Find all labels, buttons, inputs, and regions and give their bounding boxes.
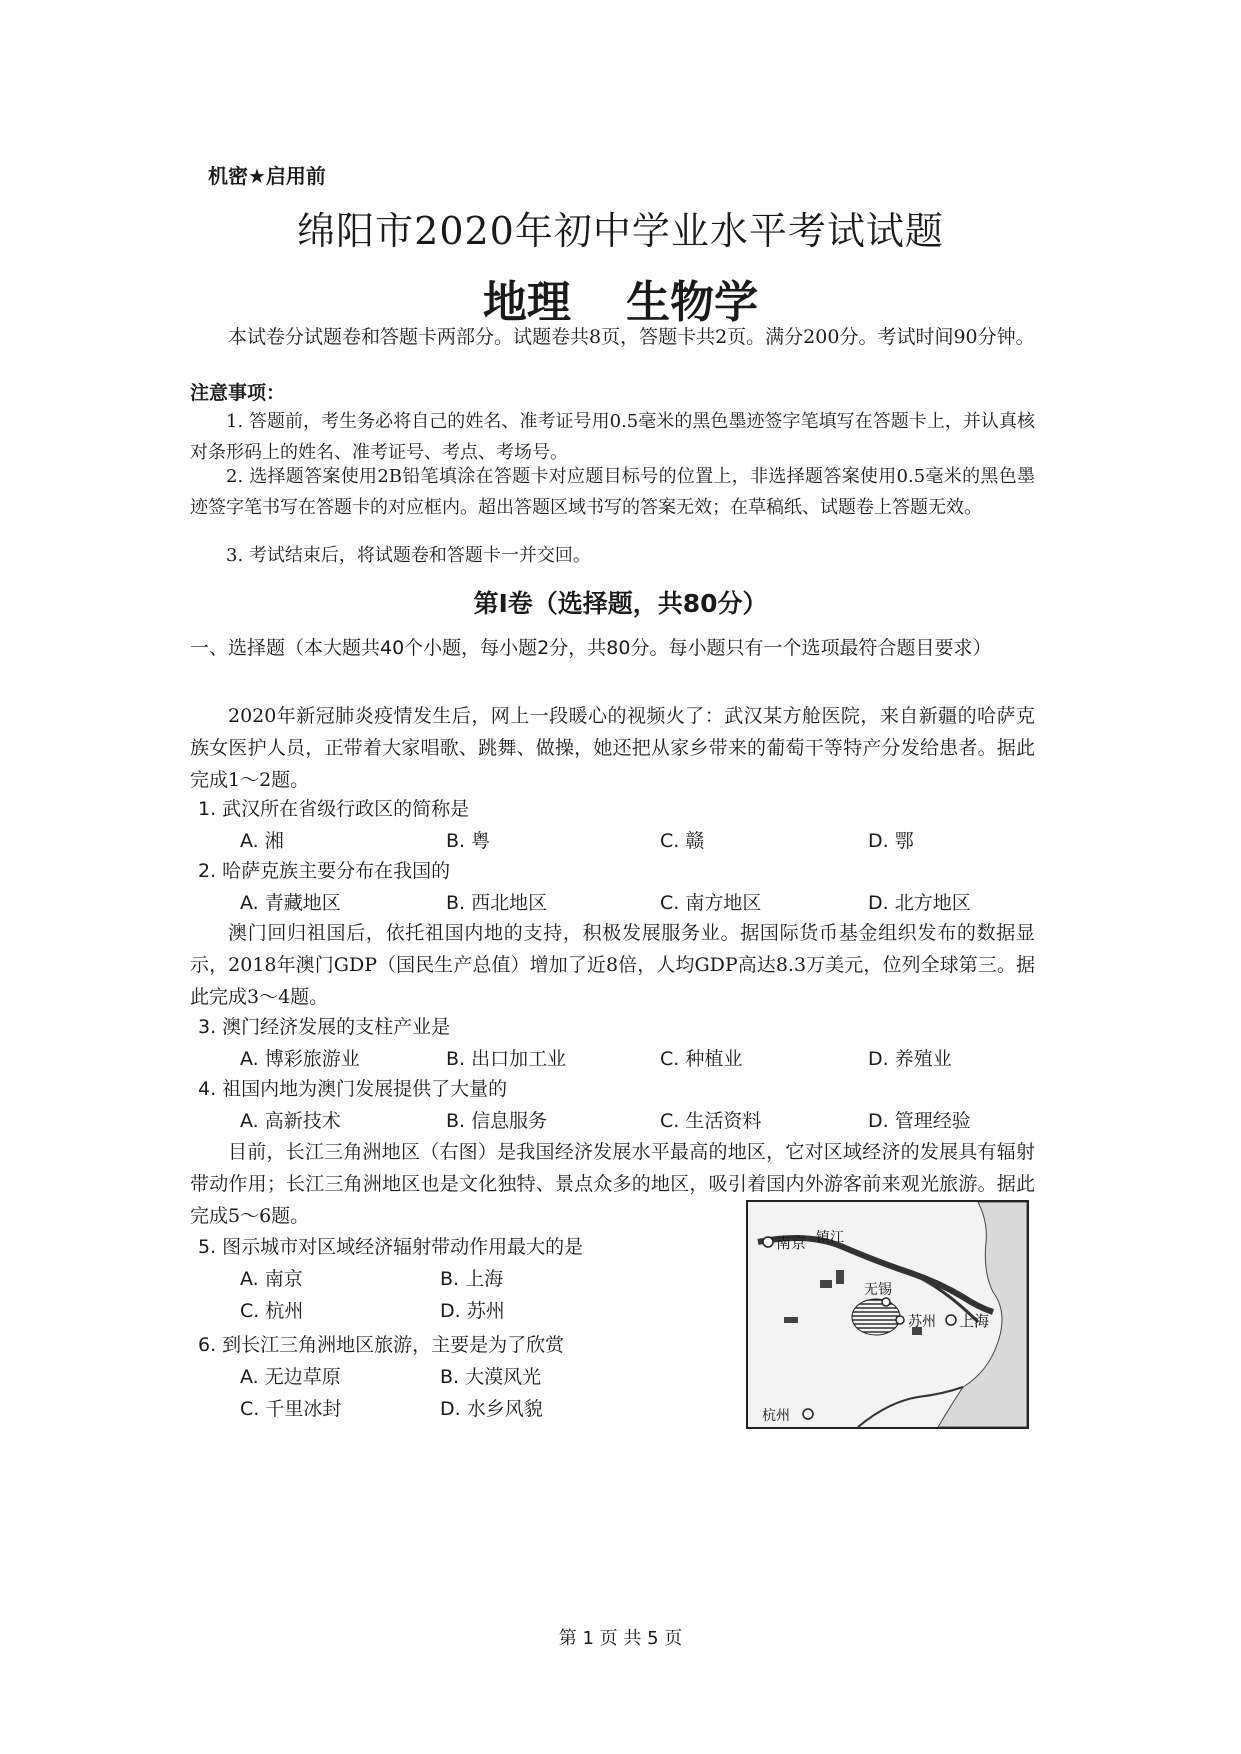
map-label-wuxi: 无锡 [864, 1282, 892, 1298]
notice-item: 2. 选择题答案使用2B铅笔填涂在答题卡对应题目标号的位置上，非选择题答案使用0.5毫米的黑色墨迹签字笔书写在答题卡的对应框内。超出答题区域书写的答案无效；在草稿纸、试题卷上答题无效。 [190, 466, 1035, 518]
option-c: C. 种植业 [660, 1048, 743, 1070]
lake-mark [820, 1280, 832, 1288]
passage-2: 澳门回归祖国后，依托祖国内地的支持，积极发展服务业。据国际货币基金组织发布的数据显示，2018年澳门GDP（国民生产总值）增加了近8倍，人均GDP高达8.3万美元，位列全球第三。据此完成3～4题。 [190, 922, 1035, 1008]
lake-mark [784, 1317, 798, 1323]
map-label-nanjing: 南京 [776, 1234, 807, 1252]
passage-1: 2020年新冠肺炎疫情发生后，网上一段暖心的视频火了：武汉某方舱医院，来自新疆的哈萨克族女医护人员，正带着大家唱歌、跳舞、做操，她还把从家乡带来的葡萄干等特产分发给患者。据此完成1～2题。 [190, 705, 1035, 791]
option-c: C. 生活资料 [660, 1110, 762, 1132]
exam-title: 绵阳市2020年初中学业水平考试试题 [297, 209, 944, 253]
option-c: C. 杭州 [240, 1300, 304, 1322]
notice-item: 1. 答题前，考生务必将自己的姓名、准考证号用0.5毫米的黑色墨迹签字笔填写在答题卡上，并认真核对条形码上的姓名、准考证号、考点、考场号。 [190, 411, 1035, 463]
option-b: B. 大漠风光 [440, 1366, 542, 1388]
subject-geography: 地理 [482, 277, 571, 328]
option-d: D. 鄂 [868, 830, 914, 852]
confidential-label: 机密★启用前 [208, 164, 326, 188]
option-d: D. 养殖业 [868, 1048, 952, 1070]
option-c: C. 赣 [660, 830, 705, 852]
option-b: B. 西北地区 [446, 892, 548, 914]
option-b: B. 上海 [440, 1268, 504, 1290]
question-2: 2. 哈萨克族主要分布在我国的 [198, 860, 451, 882]
option-d: D. 水乡风貌 [440, 1398, 543, 1420]
city-marker-shanghai [946, 1315, 956, 1325]
option-c: C. 南方地区 [660, 892, 762, 914]
taihu-lake [852, 1299, 900, 1335]
option-a: A. 高新技术 [240, 1110, 341, 1132]
lake-mark [836, 1270, 844, 1284]
subject-biology: 生物学 [626, 277, 759, 328]
map-label-zhenjiang: 镇江 [816, 1230, 844, 1246]
city-marker-suzhou [896, 1316, 904, 1324]
question-1: 1. 武汉所在省级行政区的简称是 [198, 798, 470, 820]
option-a: A. 博彩旅游业 [240, 1048, 360, 1070]
option-d: D. 管理经验 [868, 1110, 971, 1132]
map-label-hangzhou: 杭州 [762, 1408, 790, 1424]
option-d: D. 北方地区 [868, 892, 971, 914]
section-title: 第Ⅰ卷（选择题，共80分） [473, 589, 768, 618]
option-b: B. 信息服务 [446, 1110, 548, 1132]
map-label-suzhou: 苏州 [908, 1314, 936, 1330]
subject-title [0, 266, 1241, 330]
option-b: B. 粤 [446, 830, 491, 852]
mcq-instructions: 一、选择题（本大题共40个小题，每小题2分，共80分。每小题只有一个选项最符合题目要求） [190, 637, 992, 659]
question-6: 6. 到长江三角洲地区旅游，主要是为了欣赏 [198, 1334, 565, 1356]
option-a: A. 湘 [240, 830, 284, 852]
question-3: 3. 澳门经济发展的支柱产业是 [198, 1016, 451, 1038]
city-marker-wuxi [882, 1298, 890, 1306]
intro-text: 本试卷分试题卷和答题卡两部分。试题卷共8页，答题卡共2页。满分200分。考试时间90分钟。 [228, 326, 1035, 348]
question-5: 5. 图示城市对区域经济辐射带动作用最大的是 [198, 1236, 584, 1258]
question-4: 4. 祖国内地为澳门发展提供了大量的 [198, 1078, 508, 1100]
city-marker-nanjing [763, 1237, 773, 1247]
notice-title: 注意事项： [190, 382, 286, 404]
passage-3: 目前，长江三角洲地区（右图）是我国经济发展水平最高的地区，它对区域经济的发展具有辐射带动作用；长江三角洲地区也是文化独特、景点众多的地区，吸引着国内外游客前来观光旅游。据此完成5～6题。 [190, 1141, 1035, 1227]
notice-item: 3. 考试结束后，将试题卷和答题卡一并交回。 [226, 545, 591, 566]
map-graphic [748, 1202, 1027, 1427]
option-a: A. 南京 [240, 1268, 303, 1290]
option-a: A. 无边草原 [240, 1366, 341, 1388]
option-b: B. 出口加工业 [446, 1048, 567, 1070]
option-a: A. 青藏地区 [240, 892, 341, 914]
map-label-shanghai: 上海 [959, 1312, 990, 1330]
city-marker-hangzhou [803, 1409, 813, 1419]
yangtze-delta-map [746, 1200, 1029, 1429]
option-d: D. 苏州 [440, 1300, 505, 1322]
option-c: C. 千里冰封 [240, 1398, 342, 1420]
page-footer: 第 1 页 共 5 页 [558, 1628, 683, 1649]
